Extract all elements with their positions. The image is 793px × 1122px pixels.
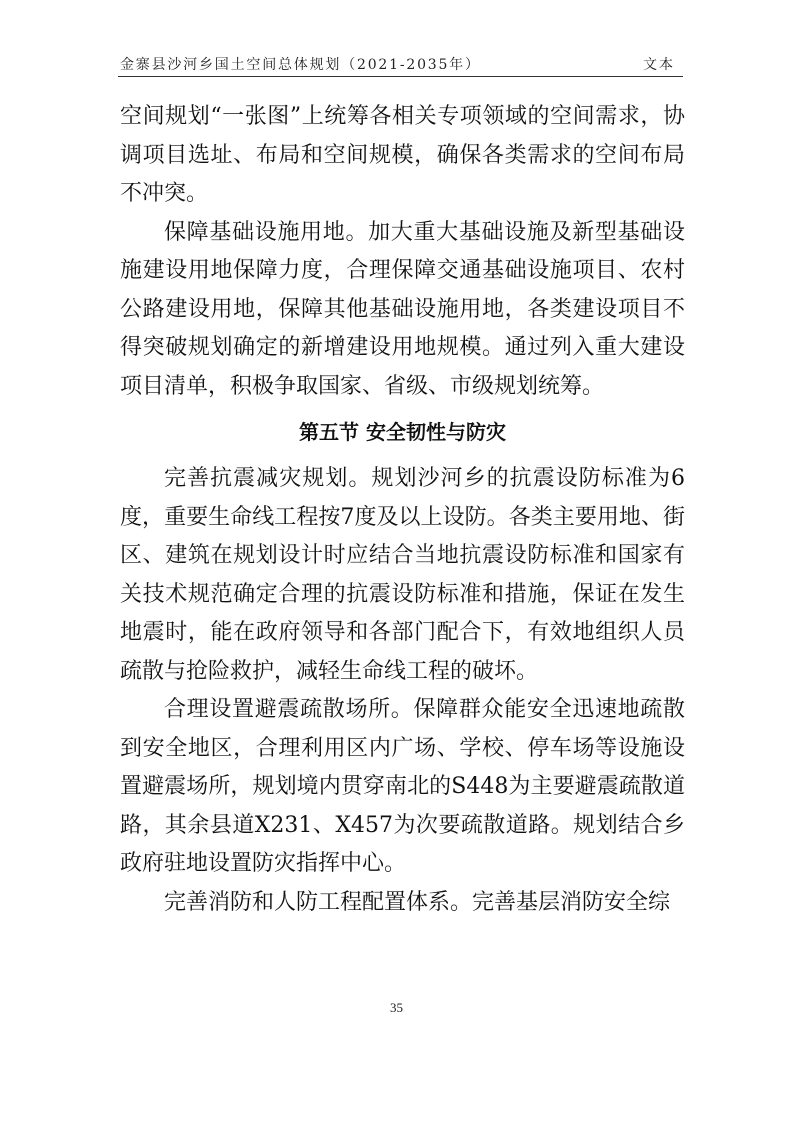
paragraph-text: 保障群众能安全迅速地疏散到安全地区，合理利用区内广场、学校、停车场等设施设置避震场所，规划境内贯穿南北的S448为主要避震疏散道路，其余县道X231、X457为次要疏散道路。规划结合乡政府驻地设置防灾指挥中心。 [120, 697, 685, 876]
header-divider [118, 76, 683, 77]
paragraph-lead: 完善消防和人防工程配置体系。 [164, 889, 473, 915]
document-title: 金寨县沙河乡国土空间总体规划（2021-2035年） [120, 57, 481, 73]
page-number: 35 [390, 1000, 403, 1015]
paragraph-seismic-planning [120, 460, 685, 691]
paragraph-text: 规划沙河乡的抗震设防标准为6度，重要生命线工程按7度及以上设防。各类主要用地、街区、建筑在规划设计时应结合当地抗震设防标准和国家有关技术规范确定合理的抗震设防标准和措施，保证在发生地震时，能在政府领导和各部门配合下，有效地组织人员疏散与抢险救护，减轻生命线工程的破坏。 [120, 466, 685, 684]
paragraph-evacuation-sites [120, 691, 685, 884]
document-body [120, 98, 685, 922]
paragraph-infrastructure-land [120, 214, 685, 407]
header-label: 文本 [643, 57, 675, 73]
paragraph-lead: 合理设置避震疏散场所。 [164, 697, 414, 722]
paragraph-text: 完善基层消防安全综 [472, 889, 671, 915]
paragraph-text: 加大重大基础设施及新型基础设施建设用地保障力度，合理保障交通基础设施项目、农村公路建设用地，保障其他基础设施用地，各类建设项目不得突破规划确定的新增建设用地规模。通过列入重大建设项目清单，积极争取国家、省级、市级规划统筹。 [120, 219, 685, 399]
paragraph-lead: 保障基础设施用地。 [164, 219, 369, 245]
section-title: 第五节 安全韧性与防灾 [299, 420, 506, 444]
paragraph-fire-civil-defense [120, 884, 685, 923]
page-header [118, 54, 683, 74]
paragraph-continuation: 空间规划“一张图”上统筹各相关专项领域的空间需求，协调项目选址、布局和空间规模，确保各类需求的空间布局不冲突。 [120, 104, 685, 206]
paragraph-lead: 完善抗震减灾规划。 [164, 466, 372, 491]
